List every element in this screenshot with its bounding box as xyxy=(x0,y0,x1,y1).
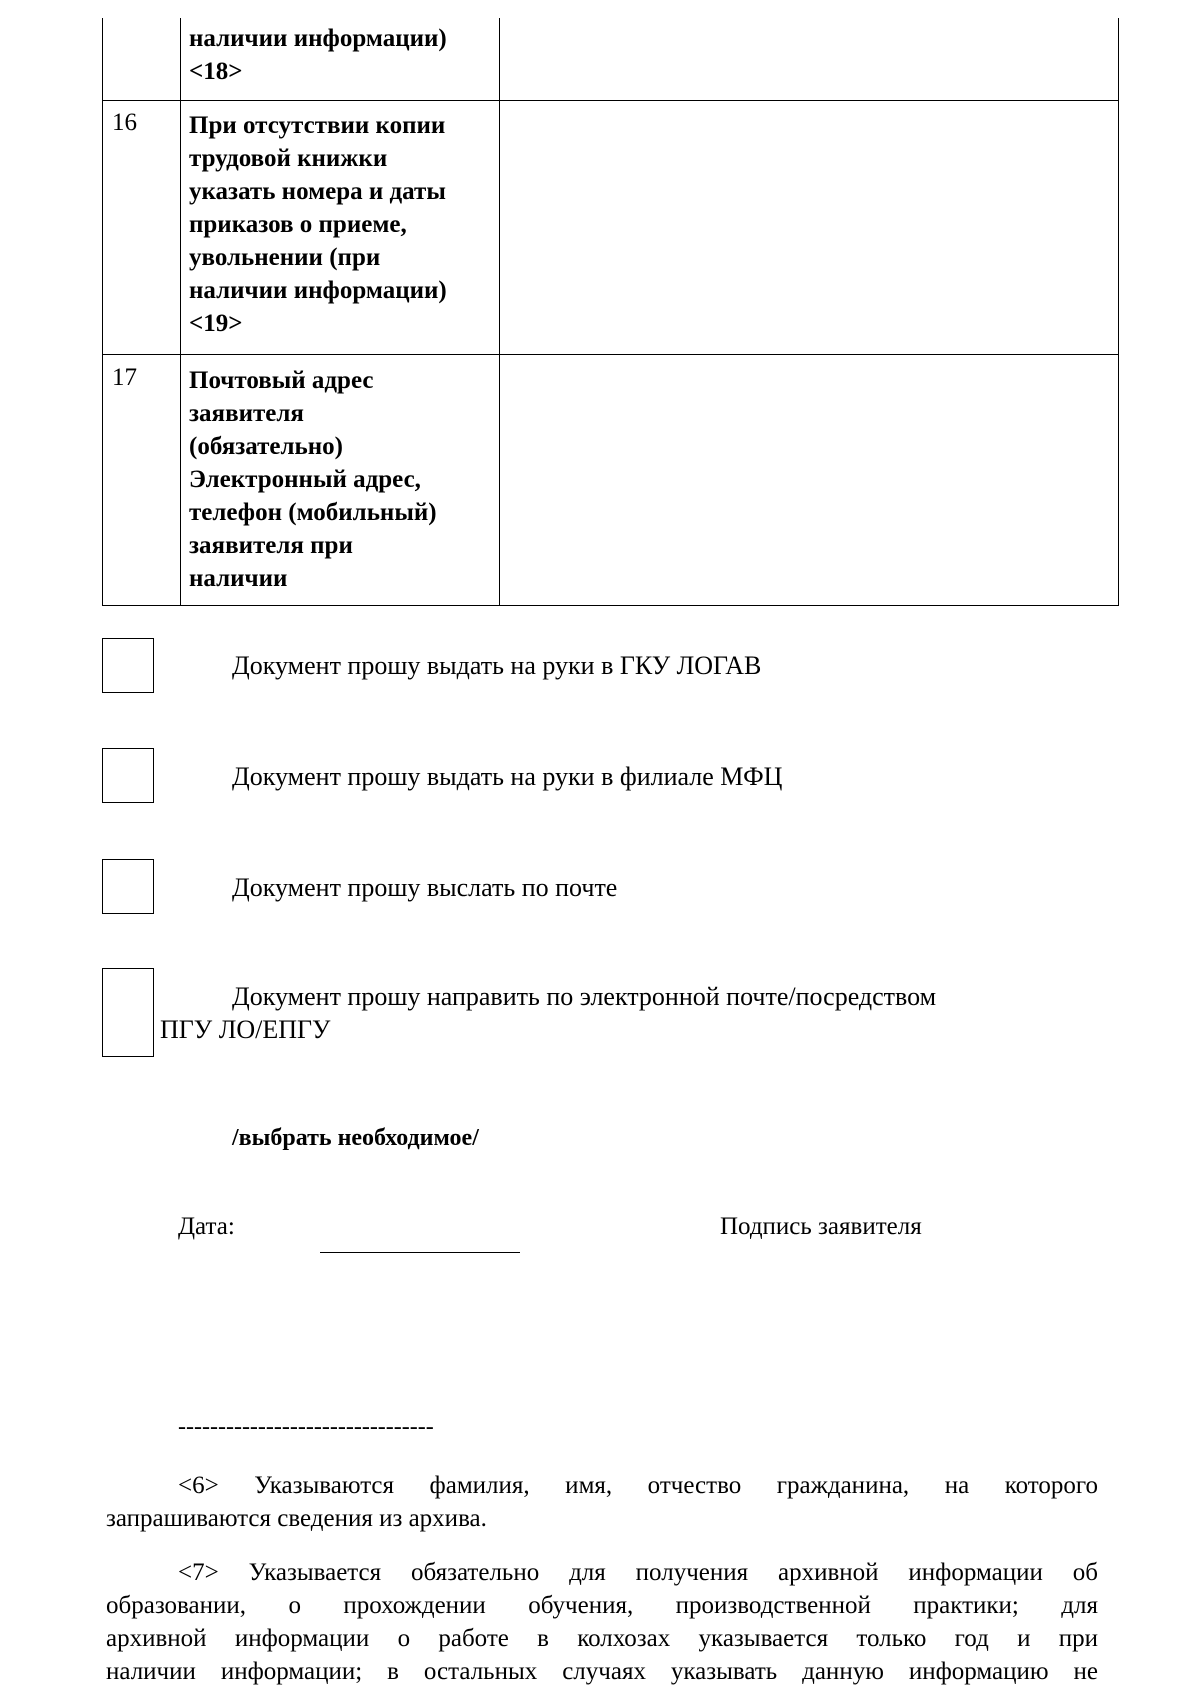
label-line: (обязательно) xyxy=(189,433,343,460)
signature-label: Подпись заявителя xyxy=(720,1213,922,1240)
label-line: заявителя при xyxy=(189,532,353,559)
label-line: наличии информации) xyxy=(189,25,447,52)
option-label-mfc: Документ прошу выдать на руки в филиале МФЦ xyxy=(232,762,783,791)
option-label-logav: Документ прошу выдать на руки в ГКУ ЛОГАВ xyxy=(232,651,762,680)
label-line: При отсутствии копии xyxy=(189,112,446,139)
label-line: <18> xyxy=(189,58,243,85)
option-label-email: Документ прошу направить по электронной почте/посредством xyxy=(232,982,937,1011)
label-line: трудовой книжки xyxy=(189,145,388,172)
table-row-number: 16 xyxy=(112,109,137,136)
info-table xyxy=(102,0,1118,606)
footnote-separator: -------------------------------- xyxy=(178,1414,434,1440)
table-row-label xyxy=(189,364,499,595)
option-label-post: Документ прошу выслать по почте xyxy=(232,873,618,902)
label-line: приказов о приеме, xyxy=(189,211,407,238)
table-divider-2 xyxy=(499,18,500,606)
label-line: Почтовый адрес xyxy=(189,367,374,394)
label-line: наличии информации) xyxy=(189,277,447,304)
footnote-7 xyxy=(106,1556,1098,1688)
footnote-line: <7> Указывается обязательно для получения архивной информации об xyxy=(178,1559,1098,1586)
label-line: заявителя xyxy=(189,400,304,427)
footnote-line: архивной информации о работе в колхозах указывается только год и при xyxy=(106,1625,1098,1652)
label-line: Электронный адрес, xyxy=(189,466,421,493)
checkbox-post[interactable] xyxy=(102,859,154,914)
table-row-label xyxy=(189,109,499,340)
label-line: <19> xyxy=(189,310,243,337)
label-line: указать номера и даты xyxy=(189,178,446,205)
footnote-line: запрашиваются сведения из архива. xyxy=(106,1505,487,1532)
footnote-6 xyxy=(106,1469,1098,1535)
table-border-left xyxy=(102,18,103,606)
date-label: Дата: xyxy=(178,1213,235,1240)
footnote-line: <6> Указываются фамилия, имя, отчество гражданина, на которого xyxy=(178,1472,1098,1499)
label-line: наличии xyxy=(189,565,288,592)
footnote-line: образовании, о прохождении обучения, производственной практики; для xyxy=(106,1592,1098,1619)
table-bottom-border xyxy=(102,605,1118,606)
table-row-label xyxy=(189,22,499,88)
table-border-right xyxy=(1118,18,1119,606)
checkbox-mfc[interactable] xyxy=(102,748,154,803)
table-divider-1 xyxy=(180,18,181,606)
checkbox-logav[interactable] xyxy=(102,638,154,693)
checkbox-email[interactable] xyxy=(102,968,154,1057)
footnote-line: наличии информации; в остальных случаях указывать данную информацию не xyxy=(106,1658,1098,1685)
table-row-number: 17 xyxy=(112,364,137,391)
choose-note: /выбрать необходимое/ xyxy=(232,1125,479,1151)
date-field-line[interactable] xyxy=(320,1252,520,1253)
table-row-divider xyxy=(102,354,1118,355)
label-line: телефон (мобильный) xyxy=(189,499,437,526)
option-label-email-cont: ПГУ ЛО/ЕПГУ xyxy=(160,1015,331,1044)
label-line: увольнении (при xyxy=(189,244,381,271)
table-row-divider xyxy=(102,100,1118,101)
